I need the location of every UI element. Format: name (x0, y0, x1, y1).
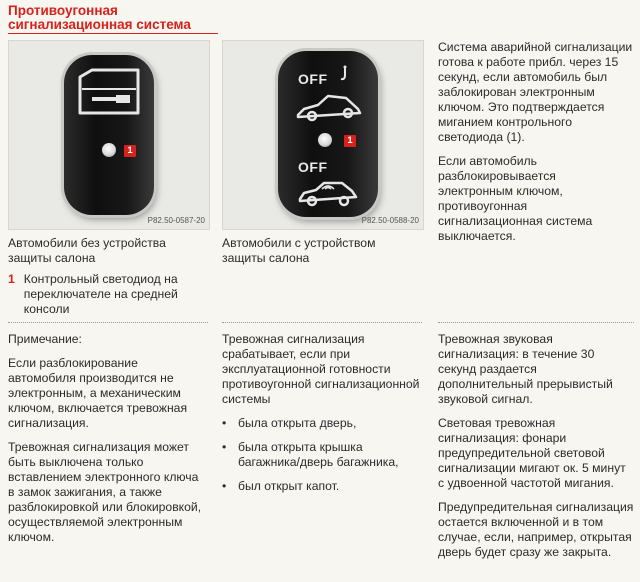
control-led (102, 143, 116, 157)
intro-paragraph-2: Если автомобиль разблокировывается электронным ключом, противоугонная сигнализационная система выключается. (438, 154, 593, 243)
switch-plate (64, 55, 154, 215)
off-label-bottom: OFF (298, 159, 328, 175)
tow-hook-icon (338, 65, 352, 83)
car-tilt-icon (294, 89, 364, 123)
alarm-paragraph-2: Световая тревожная сигнализация: фонари предупредительной световой сигнализации мигают ок. 5 минут с удвоенной частотой мигания. (438, 416, 626, 490)
note-paragraph-1: Если разблокирование автомобиля производится не электронным, а механическим ключом, включается тревожная сигнализация. (8, 356, 188, 430)
figure-code: P82.50-0588-20 (361, 216, 419, 225)
off-label-top: OFF (298, 71, 328, 87)
trigger-item (222, 479, 426, 494)
section-title-line1: Противоугонная (8, 3, 118, 18)
divider (438, 322, 634, 323)
car-door-icon (76, 67, 142, 117)
legend-text: Контрольный светодиод на переключателе на средней консоли (23, 272, 178, 316)
trigger-item-text: была открыта дверь, (238, 416, 357, 430)
led-badge: 1 (344, 135, 356, 147)
figure-switch-basic (8, 40, 210, 230)
divider (222, 322, 422, 323)
trigger-item (222, 416, 426, 431)
note-heading: Примечание: (8, 332, 82, 346)
legend-item (8, 272, 213, 317)
control-led (318, 133, 332, 147)
trigger-item-text: был открыт капот. (238, 479, 340, 493)
section-title (8, 4, 218, 32)
triggers-intro: Тревожная сигнализация срабатывает, если при эксплуатационной готовности противоугонной сигнализационной системы (222, 332, 420, 406)
note-paragraph-2: Тревожная сигнализация может быть выключена только вставлением электронного ключа в замок зажигания, а также разблокировкой или блокировкой, осуществляемой электронным ключом. (8, 440, 202, 544)
figure-switch-protection (222, 40, 424, 230)
switch-plate (278, 51, 378, 217)
intro-paragraph-1: Система аварийной сигнализации готова к работе прибл. через 15 секунд, если автомобиль был заблокирован электронным ключом. Это подтверждается миганием контрольного светодиода (1). (438, 40, 633, 144)
trigger-item (222, 440, 426, 470)
interior-sensor-car-icon (296, 175, 360, 207)
figure-code: P82.50-0587-20 (147, 216, 205, 225)
alarm-paragraph-1: Тревожная звуковая сигнализация: в течение 30 секунд раздается дополнительный прерывистый звуковой сигнал. (438, 332, 613, 406)
alarm-paragraph-3: Предупредительная сигнализация остается включенной и в том случае, если, например, открытая дверь будет сразу же закрыта. (438, 500, 634, 559)
caption-left: Автомобили без устройства защиты салона (8, 236, 166, 265)
bullet-mark: • (222, 416, 227, 430)
bullet-mark: • (222, 479, 227, 493)
note-section (8, 332, 208, 545)
caption-right: Автомобили с устройством защиты салона (222, 236, 376, 265)
bullet-mark: • (222, 440, 227, 454)
trigger-item-text: была открыта крышка багажника/дверь багажника, (238, 440, 399, 469)
section-title-line2: сигнализационная система (8, 17, 191, 32)
alarm-section (438, 332, 634, 560)
led-badge: 1 (124, 145, 136, 157)
divider (8, 322, 208, 323)
title-underline (8, 33, 218, 34)
legend-number: 1 (8, 272, 15, 286)
triggers-section (222, 332, 426, 494)
intro-text (438, 40, 634, 244)
